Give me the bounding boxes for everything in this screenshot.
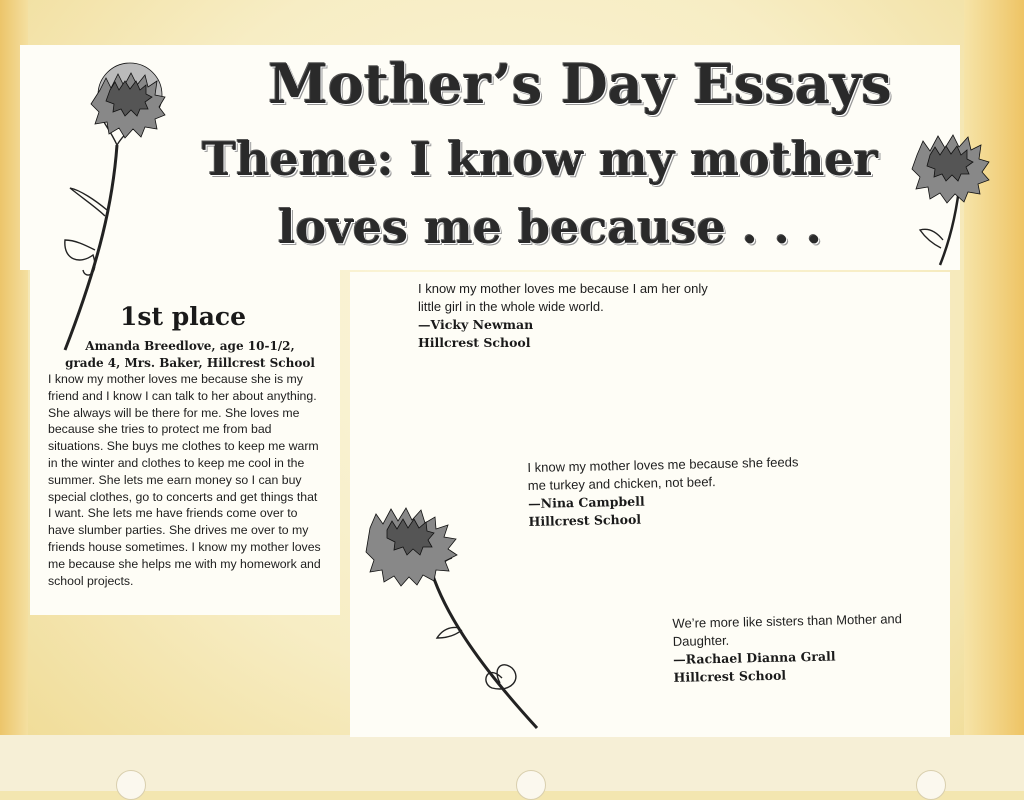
binder-strip: [0, 735, 1024, 791]
theme-line-2: loves me because . . .: [278, 200, 822, 254]
winner-info: [60, 338, 320, 372]
essay-text: I know my mother loves me because I am her only little girl in the whole wide world.: [418, 281, 708, 314]
punch-hole: [916, 770, 946, 800]
page-title: Mother’s Day Essays: [268, 52, 892, 116]
essay-rachael-grall: [672, 609, 953, 687]
theme-line-1: Theme: I know my mother: [202, 132, 878, 186]
essay-text: We’re more like sisters than Mother and Daughter.: [672, 611, 903, 649]
winner-grade-school: grade 4, Mrs. Baker, Hillcrest School: [65, 356, 315, 370]
punch-hole: [516, 770, 546, 800]
essay-author: —Nina Campbell: [528, 493, 645, 512]
winner-name-age: Amanda Breedlove, age 10-1/2,: [85, 339, 295, 353]
essay-school: Hillcrest School: [528, 511, 642, 530]
essay-nina-campbell: [527, 453, 818, 531]
first-place-essay: I know my mother loves me because she is my friend and I know I can talk to her about anything. She always will be there for me. She loves me because she tries to protect me from bad situations. She buys me clothes to keep me warm in the winter and clothes to keep me cool in the summer. She lets me earn money so I can buy special clothes, go to concerts and get things that I want. She lets me have friends come over to have slumber parties. She drives me over to my friends house sometimes. I know my mother loves me because she helps me with my homework and school projects.: [48, 372, 321, 588]
essay-author: —Vicky Newman: [418, 317, 534, 332]
first-place-heading: 1st place: [120, 302, 247, 331]
essay-school: Hillcrest School: [418, 335, 531, 350]
essay-author: —Rachael Dianna Grall: [673, 648, 836, 667]
essay-text: I know my mother loves me because she feeds me turkey and chicken, not beef.: [527, 454, 799, 494]
carnation-icon: [362, 488, 552, 733]
punch-hole: [116, 770, 146, 800]
essay-vicky-newman: [418, 280, 708, 352]
essay-school: Hillcrest School: [673, 667, 787, 685]
carnation-icon: [905, 110, 1024, 270]
